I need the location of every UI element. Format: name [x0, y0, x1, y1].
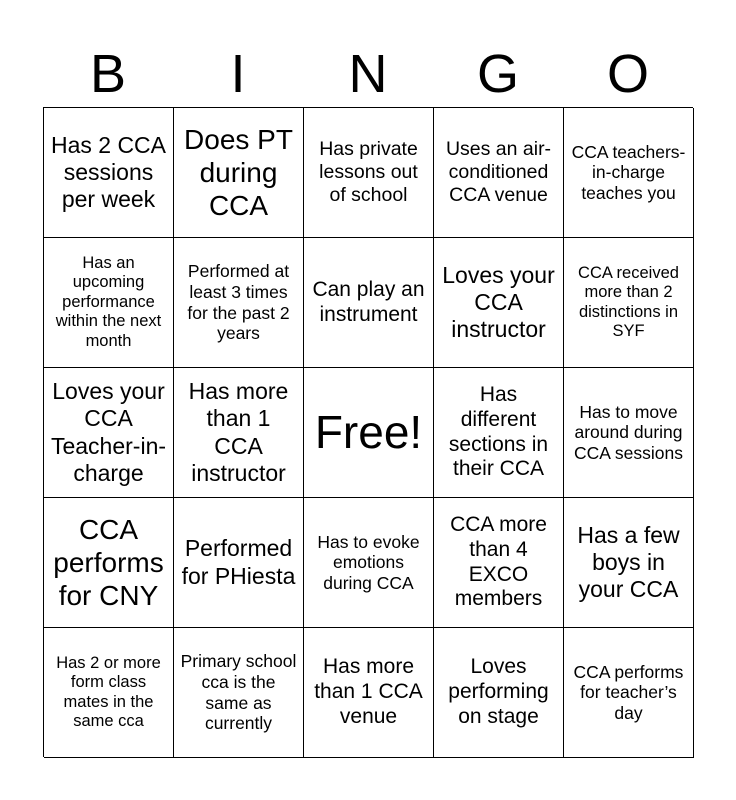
- bingo-cell[interactable]: [304, 498, 434, 628]
- cell-text: Does PT during CCA: [184, 123, 293, 222]
- cell-text: CCA performs for CNY: [53, 513, 164, 612]
- header-letter-o: O: [606, 44, 649, 104]
- cell-text: Loves your CCA Teacher-in-charge: [50, 378, 167, 486]
- header-letter-b: B: [89, 44, 127, 104]
- cell-text: Has to evoke emotions during CCA: [317, 531, 420, 593]
- cell-text: Has to move around during CCA sessions: [574, 401, 683, 463]
- bingo-cell[interactable]: [434, 498, 564, 628]
- bingo-cell[interactable]: [434, 108, 564, 238]
- bingo-cell[interactable]: [44, 108, 174, 238]
- cell-text: CCA performs for teacher’s day: [573, 661, 684, 723]
- cell-text: Has a few boys in your CCA: [577, 521, 680, 603]
- bingo-cell[interactable]: [304, 238, 434, 368]
- cell-text: Has more than 1 CCA venue: [314, 655, 423, 728]
- bingo-cell[interactable]: [564, 368, 694, 498]
- bingo-cell[interactable]: [44, 238, 174, 368]
- cell-text: Performed for PHiesta: [181, 535, 296, 589]
- bingo-cell[interactable]: [174, 628, 304, 758]
- cell-text: Has 2 CCA sessions per week: [50, 131, 167, 213]
- cell-text: CCA received more than 2 distinctions in SYF: [578, 263, 679, 340]
- bingo-cell[interactable]: [174, 238, 304, 368]
- header-letter-g: G: [476, 44, 519, 104]
- bingo-cell[interactable]: [564, 628, 694, 758]
- bingo-cell[interactable]: [44, 628, 174, 758]
- cell-text: Uses an air-conditioned CCA venue: [445, 138, 552, 206]
- bingo-cell[interactable]: [434, 238, 564, 368]
- bingo-card-grid: [43, 107, 693, 757]
- cell-text: Can play an instrument: [312, 277, 425, 326]
- bingo-cell[interactable]: [564, 498, 694, 628]
- cell-text: CCA more than 4 EXCO members: [450, 512, 547, 611]
- cell-text: Loves performing on stage: [448, 655, 549, 728]
- header-letter-i: I: [230, 44, 246, 104]
- bingo-cell[interactable]: [564, 108, 694, 238]
- bingo-cell[interactable]: [174, 368, 304, 498]
- bingo-header: [43, 40, 693, 108]
- bingo-cell[interactable]: [174, 108, 304, 238]
- bingo-cell[interactable]: [44, 498, 174, 628]
- cell-text: Has private lessons out of school: [319, 138, 418, 206]
- cell-text: Performed at least 3 times for the past 2 years: [187, 261, 290, 344]
- bingo-cell[interactable]: [434, 628, 564, 758]
- cell-text: Has an upcoming performance within the next month: [55, 253, 162, 350]
- bingo-cell[interactable]: [174, 498, 304, 628]
- bingo-cell[interactable]: [44, 368, 174, 498]
- cell-text: Has different sections in their CCA: [448, 382, 549, 481]
- bingo-cell[interactable]: [434, 368, 564, 498]
- free-space-cell[interactable]: [304, 368, 434, 498]
- cell-text: Primary school cca is the same as currently: [180, 651, 297, 734]
- bingo-cell[interactable]: [304, 628, 434, 758]
- cell-text: Loves your CCA instructor: [442, 261, 555, 343]
- cell-text: CCA teachers-in-charge teaches you: [571, 141, 686, 203]
- cell-text: Has 2 or more form class mates in the same cca: [56, 653, 161, 730]
- cell-text: Has more than 1 CCA instructor: [188, 378, 289, 486]
- free-space-text: Free!: [314, 406, 423, 459]
- header-letter-n: N: [348, 44, 388, 104]
- bingo-cell[interactable]: [304, 108, 434, 238]
- bingo-cell[interactable]: [564, 238, 694, 368]
